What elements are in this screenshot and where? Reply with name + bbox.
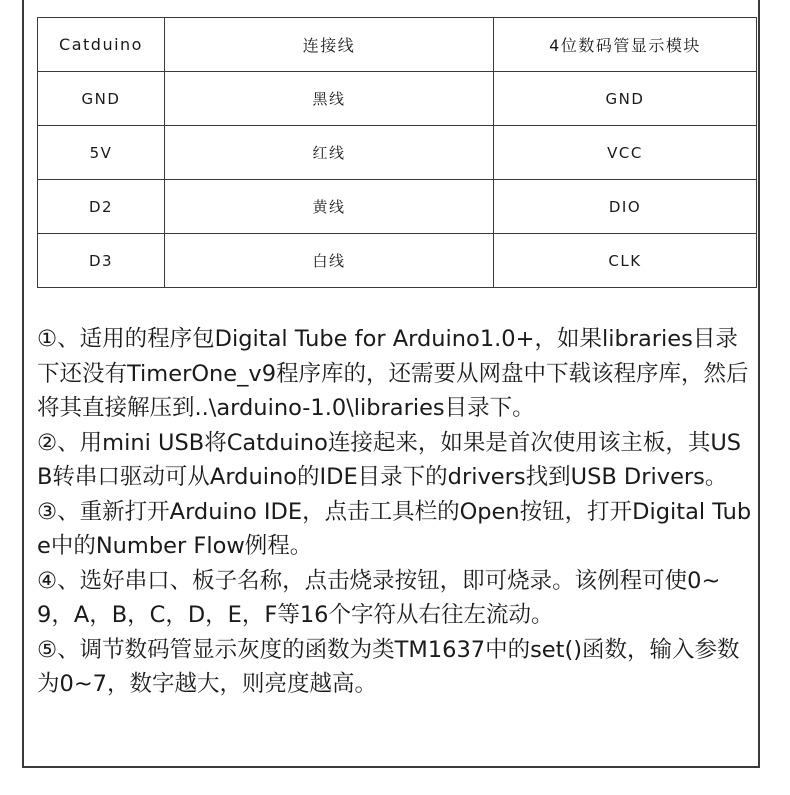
wiring-table	[37, 17, 757, 288]
cell-pin: GND	[38, 72, 165, 126]
cell-wire: 红线	[165, 126, 494, 180]
header-catduino: Catduino	[38, 18, 165, 72]
table-row	[38, 234, 757, 288]
cell-wire: 黑线	[165, 72, 494, 126]
note-2: ②、用mini USB将Catduino连接起来，如果是首次使用该主板，其USB转串口驱动可从Arduino的IDE目录下的drivers找到USB Drivers。	[37, 429, 742, 490]
instructions	[37, 322, 752, 702]
note-3: ③、重新打开Arduino IDE，点击工具栏的Open按钮，打开Digital Tube中的Number Flow例程。	[37, 498, 752, 559]
table-row	[38, 126, 757, 180]
note-4: ④、选好串口、板子名称，点击烧录按钮，即可烧录。该例程可使0~9，A，B，C，D，E，F等16个字符从右往左流动。	[37, 567, 721, 628]
note-5: ⑤、调节数码管显示灰度的函数为类TM1637中的set()函数，输入参数为0~7，数字越大，则亮度越高。	[37, 636, 740, 697]
cell-wire: 白线	[165, 234, 494, 288]
cell-pin: D2	[38, 180, 165, 234]
cell-module-pin: DIO	[494, 180, 757, 234]
header-module: 4位数码管显示模块	[494, 18, 757, 72]
cell-module-pin: VCC	[494, 126, 757, 180]
cell-module-pin: GND	[494, 72, 757, 126]
header-wire: 连接线	[165, 18, 494, 72]
cell-module-pin: CLK	[494, 234, 757, 288]
table-row	[38, 180, 757, 234]
cell-pin: 5V	[38, 126, 165, 180]
table-header-row	[38, 18, 757, 72]
cell-wire: 黄线	[165, 180, 494, 234]
table-row	[38, 72, 757, 126]
note-1: ①、适用的程序包Digital Tube for Arduino1.0+，如果libraries目录下还没有TimerOne_v9程序库的，还需要从网盘中下载该程序库，然后将其直接解压到..\arduino-1.0\libraries目录下。	[37, 326, 749, 421]
cell-pin: D3	[38, 234, 165, 288]
